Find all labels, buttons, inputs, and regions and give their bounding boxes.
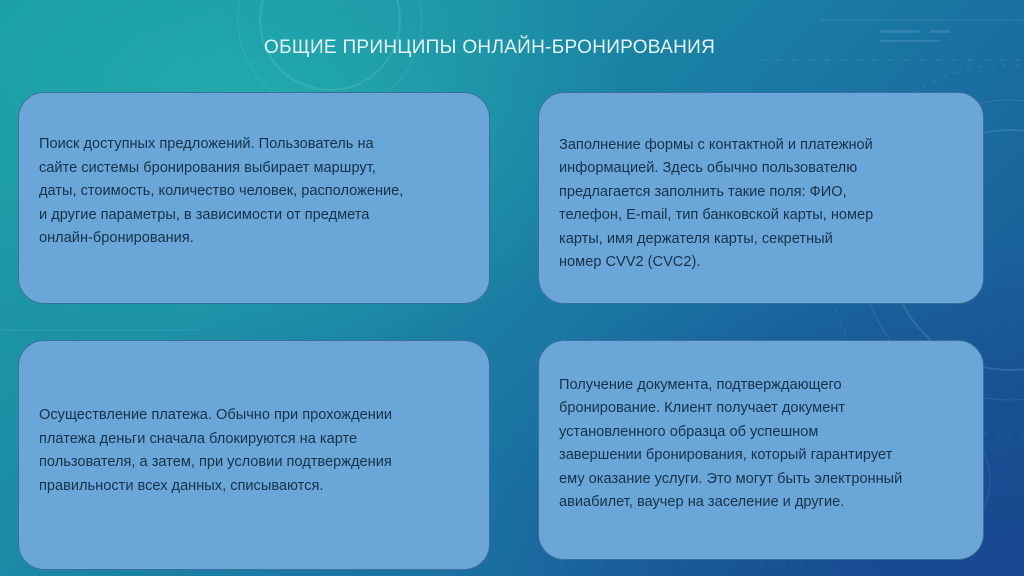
card-line: пользователя, а затем, при условии подтверждения (39, 454, 392, 470)
principle-card-search (18, 92, 490, 304)
principle-card-payment (18, 340, 490, 570)
card-line: завершении бронирования, который гарантирует (559, 447, 893, 463)
card-line: телефон, E-mail, тип банковской карты, номер (559, 207, 874, 223)
card-line: Поиск доступных предложений. Пользователь на (39, 136, 374, 153)
card-text (39, 404, 392, 498)
card-line: платежа деньги сначала блокируются на карте (39, 430, 358, 447)
card-line: сайте системы бронирования выбирает маршрут, (39, 159, 376, 176)
card-line: правильности всех данных, списываются. (39, 477, 324, 494)
card-text (559, 374, 902, 515)
card-line: ему оказание услуги. Это могут быть электронный (559, 470, 903, 487)
slide-title: ОБЩИЕ ПРИНЦИПЫ ОНЛАЙН-БРОНИРОВАНИЯ (264, 37, 716, 58)
card-line: Заполнение формы с контактной и платежной (559, 136, 873, 153)
card-line: даты, стоимость, количество человек, расположение, (39, 183, 404, 200)
card-text (39, 133, 403, 251)
card-line: установленного образца об успешном (559, 423, 819, 440)
card-line: предлагается заполнить такие поля: ФИО, (559, 183, 847, 200)
card-line: бронирование. Клиент получает документ (559, 400, 846, 416)
card-line: Получение документа, подтверждающего (559, 376, 842, 393)
card-line: номер CVV2 (CVC2). (559, 254, 701, 270)
card-line: Осуществление платежа. Обычно при прохождении (39, 407, 393, 423)
card-line: информацией. Здесь обычно пользователю (559, 160, 858, 176)
card-line: и другие параметры, в зависимости от предмета (39, 206, 370, 223)
card-line: карты, имя держателя карты, секретный (559, 230, 833, 247)
principle-card-form (538, 92, 984, 304)
card-line: авиабилет, ваучер на заселение и другие. (559, 494, 845, 510)
principle-card-document (538, 340, 984, 560)
card-line: онлайн-бронирования. (39, 230, 194, 247)
card-text (559, 134, 873, 275)
